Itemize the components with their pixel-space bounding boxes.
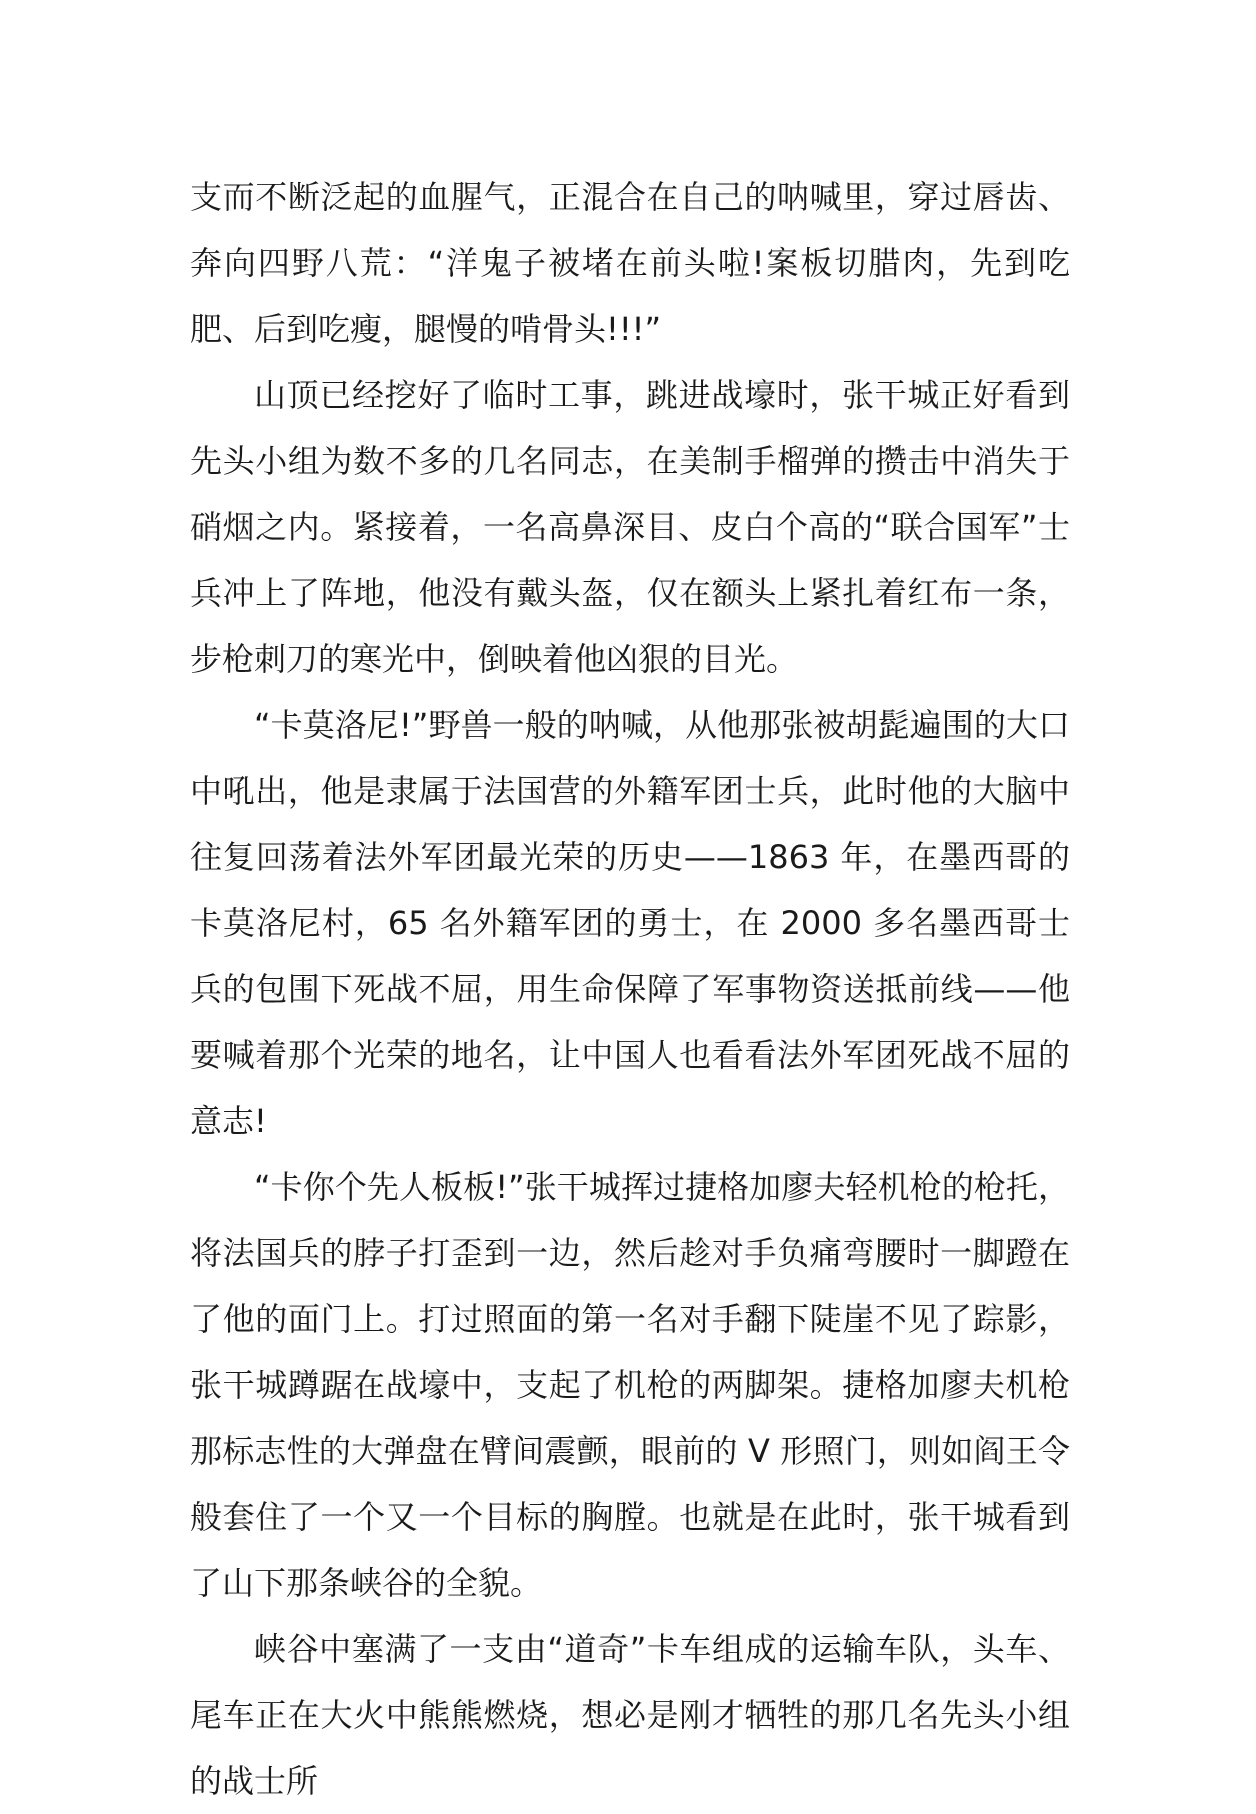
paragraph-1: 支而不断泛起的血腥气，正混合在自己的呐喊里，穿过唇齿、奔向四野八荒：“洋鬼子被堵在前头啦!案板切腊肉，先到吃肥、后到吃瘦，腿慢的啃骨头!!!” [190, 178, 1070, 348]
paragraph-3: “卡莫洛尼!”野兽一般的呐喊，从他那张被胡髭遍围的大口中吼出，他是隶属于法国营的外籍军团士兵，此时他的大脑中往复回荡着法外军团最光荣的历史——1863 年，在墨西哥的卡莫洛尼村，65 名外籍军团的勇士，在 2000 多名墨西哥士兵的包围下死战不屈，用生命保障了军事物资送抵前线——他要喊着那个光荣的地名，让中国人也看看法外军团死战不屈的意志! [190, 706, 1070, 1140]
body-text [190, 164, 1070, 1814]
paragraph-4: “卡你个先人板板!”张干城挥过捷格加廖夫轻机枪的枪托，将法国兵的脖子打歪到一边，然后趁对手负痛弯腰时一脚蹬在了他的面门上。打过照面的第一名对手翻下陡崖不见了踪影，张干城蹲踞在战壕中，支起了机枪的两脚架。捷格加廖夫机枪那标志性的大弹盘在臂间震颤，眼前的 V 形照门，则如阎王令般套住了一个又一个目标的胸膛。也就是在此时，张干城看到了山下那条峡谷的全貌。 [190, 1168, 1070, 1602]
paragraph-2: 山顶已经挖好了临时工事，跳进战壕时，张干城正好看到先头小组为数不多的几名同志，在美制手榴弹的攒击中消失于硝烟之内。紧接着，一名高鼻深目、皮白个高的“联合国军”士兵冲上了阵地，他没有戴头盔，仅在额头上紧扎着红布一条，步枪刺刀的寒光中，倒映着他凶狠的目光。 [190, 376, 1070, 678]
paragraph-5: 峡谷中塞满了一支由“道奇”卡车组成的运输车队，头车、尾车正在大火中熊熊燃烧，想必是刚才牺牲的那几名先头小组的战士所 [190, 1630, 1070, 1800]
